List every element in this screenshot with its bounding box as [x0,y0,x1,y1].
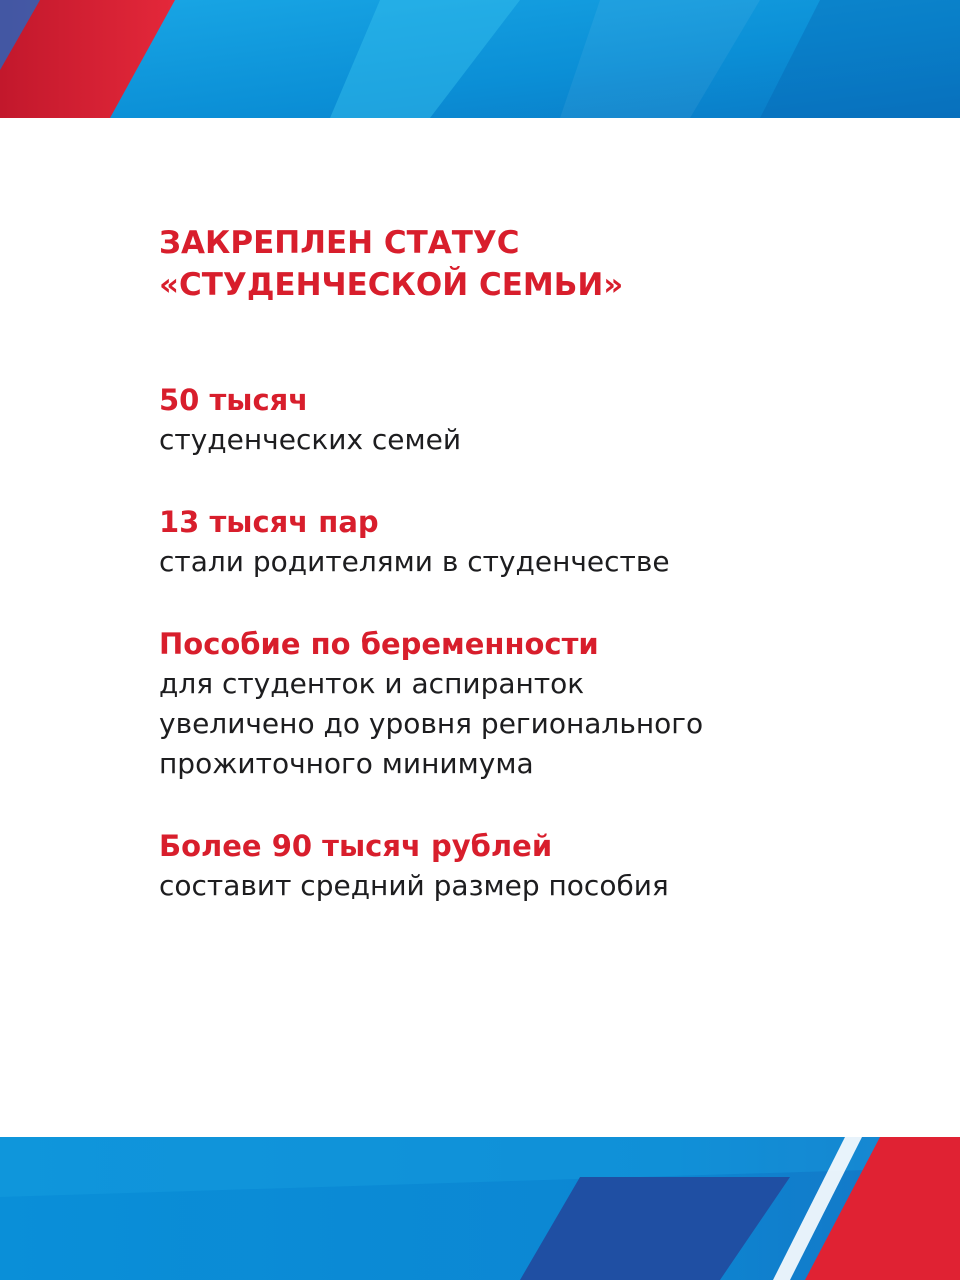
fact-text: увеличено до уровня регионального [159,707,704,740]
fact-heading: Пособие по беременности [159,627,599,661]
headline-line-1: ЗАКРЕПЛЕН СТАТУС [159,225,520,261]
fact-text: составит средний размер пособия [159,869,669,902]
fact-heading: 13 тысяч пар [159,505,379,539]
fact-block-amount [159,826,919,906]
fact-heading: 50 тысяч [159,383,309,417]
fact-heading: Более 90 тысяч рублей [159,829,553,863]
fact-text: прожиточного минимума [159,747,534,780]
fact-text: для студенток и аспиранток [159,667,585,700]
fact-block-parents [159,502,919,582]
bottom-band-graphic [0,1137,960,1280]
top-decorative-band [0,0,960,118]
fact-text: стали родителями в студенчестве [159,545,670,578]
fact-block-allowance [159,624,919,784]
headline-line-2: «СТУДЕНЧЕСКОЙ СЕМЬИ» [159,267,624,303]
main-content [159,222,919,906]
fact-text: студенческих семей [159,423,462,456]
bottom-decorative-band [0,1137,960,1280]
fact-block-families [159,380,919,460]
top-band-graphic [0,0,960,118]
